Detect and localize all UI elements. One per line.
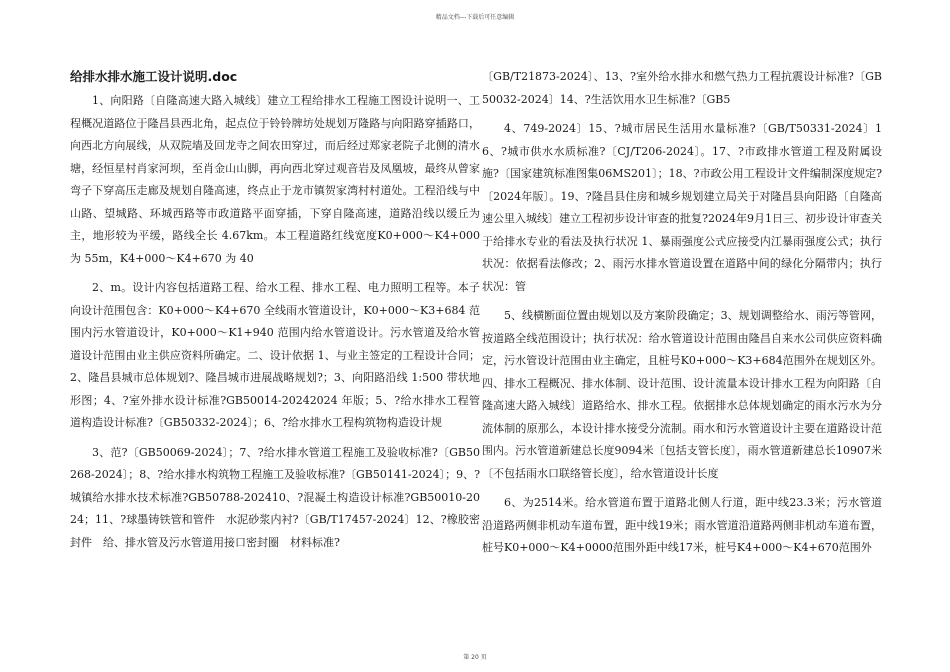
document-title: 给排水排水施工设计说明.doc <box>70 69 238 84</box>
paragraph: 6、为2514米。给水管道布置于道路北侧人行道，距中线23.3米；污水管道沿道路两侧非机动车道布置，距中线19米；雨水管道沿道路两侧非机动车道布置，桩号K0+000～K4+0000范围外距中线17米，桩号K4+000～K4+670范围外 <box>482 496 882 554</box>
paragraph: 〔GB/T21873-2024〕、13、?室外给水排水和燃气热力工程抗震设计标准?〔GB50032-2024〕14、?生活饮用水卫生标准?〔GB5 <box>482 70 882 106</box>
paragraph: 2、m。设计内容包括道路工程、给水工程、排水工程、电力照明工程等。本子向设计范围包含：K0+000～K4+670 全线雨水管道设计，K0+000～K3+684 范围内污水管道设计，K0+000～K1+940 范围内给水管道设计。污水管道及给水管道设计范围由业主供应资料所确定。二、设计依据 1、与业主签定的工程设计合同；2、隆昌县城市总体规划?、隆昌城市进展战略规划?；3、向阳路沿线 1:500 带状地形图；4、?室外排水设计标准?GB50014-20242024 年版；5、?给水排水工程管道构造设计标准?〔GB50332-2024〕；6、?给水排水工程构筑物构造设计规 <box>70 281 480 429</box>
page-header: 精品文档---下载后可任意编辑 <box>435 14 515 21</box>
paragraph: 3、范?〔GB50069-2024〕；7、?给水排水管道工程施工及验收标准?〔GB50268-2024〕；8、?给水排水构筑物工程施工及验收标准?〔GB50141-2024〕；9、?城镇给水排水技术标准?GB50788-202410、?混凝土构造设计标准?GB50010-2024；11、?球墨铸铁管和管件 水泥砂浆内衬?〔GB/T17457-2024〕12、?橡胶密封件 给、排水管及污水管道用接口密封圈 材料标准? <box>70 445 480 549</box>
page-footer: 第 20 页 <box>463 654 487 661</box>
paragraph: 5、线横断面位置由规划以及方案阶段确定；3、规划调整给水、雨污等管网，按道路全线范围设计；执行状况：给水管道设计范围由隆昌自来水公司供应资料确定，污水管设计范围由业主确定，且桩号K0+000～K3+684范围外在规划区外。四、排水工程概况、排水体制、设计范围、设计流量本设计排水工程为向阳路〔自隆高速大路入城线〕道路给水、排水工程。依据排水总体规划确定的雨水污水为分流体制的原那么，本设计排水接受分流制。雨水和污水管道设计主要在道路设计范围内。污水管道新建总长度9094米〔包括支管长度〕，雨水管道新建总长10907米〔不包括雨水口联络管长度〕，给水管道设计长度 <box>482 309 882 480</box>
paragraph: 1、向阳路〔自隆高速大路入城线〕建立工程给排水工程施工图设计说明一、工程概况道路位于隆昌县西北角，起点位于铃铃牌坊处规划万隆路与向阳路穿插路口，向西北方向展线，从双院墙及回龙寺之间农田穿过，而后经过郑家老院子北侧的清水塘，经恒星村肖家河坝，至肖金山山脚，再向西北穿过观音岩及凤凰坡，最终从曾家弯子下穿高压走廊及规划自隆高速，终点止于龙市镇贺家湾村村道处。工程沿线与中山路、望城路、环城西路等市政道路平面穿插，下穿自隆高速，道路沿线以缓丘为主，地形较为平缓，路线全长 4.67km。本工程道路红线宽度K0+000～K4+000 为 55m，K4+000～K4+670 为 40 <box>70 94 480 265</box>
paragraph: 4、749-2024〕15、?城市居民生活用水量标准?〔GB/T50331-2024〕16、?城市供水水质标准?〔CJ/T206-2024〕。17、?市政排水管道工程及附属设施?〔国家建筑标准图集06MS201〕；18、?市政公用工程设计文件编制深度规定?〔2024年版〕。19、?隆昌县住房和城乡规划建立局关于对隆昌县向阳路〔自隆高速公里入城线〕建立工程初步设计审查的批复?2024年9月1日三、初步设计审查关于给排水专业的看法及执行状况 1、暴雨强度公式应接受内江暴雨强度公式；执行状况：依据看法修改；2、雨污水排水管道设置在道路中间的绿化分隔带内；执行状况：管 <box>482 122 882 293</box>
right-column <box>482 66 882 567</box>
left-column <box>70 66 480 561</box>
